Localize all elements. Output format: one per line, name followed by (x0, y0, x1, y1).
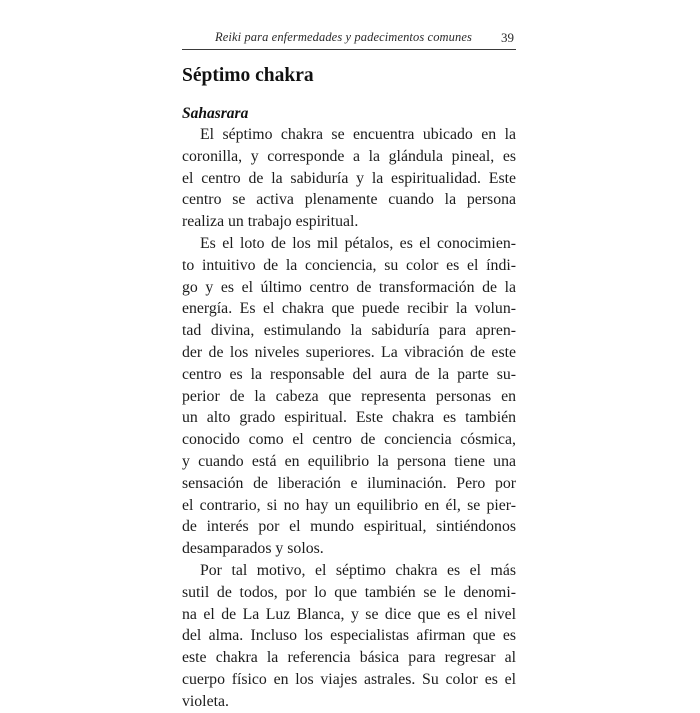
text-line: este chakra la referencia básica para regresar al (182, 649, 516, 667)
text-line: desamparados y solos. (182, 540, 324, 558)
text-line: un alto grado espiritual. Este chakra es también (182, 409, 516, 427)
text-line: perior de la cabeza que representa personas en (182, 387, 516, 405)
text-line: del alma. Incluso los especialistas afirman que es (182, 627, 516, 645)
text-line: tad divina, estimulando la sabiduría para apren- (182, 322, 516, 340)
header-rule (182, 49, 516, 50)
text-line: to intuitivo de la conciencia, su color es el índi- (182, 256, 516, 274)
body-text (182, 124, 516, 713)
text-line: energía. Es el chakra que puede recibir la volun- (182, 300, 516, 318)
text-line: centro se activa plenamente cuando la persona (182, 191, 516, 209)
text-line: de interés por el mundo espiritual, sintiéndonos (182, 518, 516, 536)
text-line: El séptimo chakra se encuentra ubicado en la (200, 126, 516, 143)
running-header (182, 30, 516, 46)
text-line: centro es la responsable del aura de la parte su- (182, 365, 516, 383)
page-number: 39 (501, 30, 514, 45)
text-line: cuerpo físico en los viajes astrales. Su color es el (182, 670, 516, 688)
running-title: Reiki para enfermedades y padecimentos comunes (215, 30, 472, 44)
text-line: Es el loto de los mil pétalos, es el conocimien- (200, 234, 516, 252)
text-line: violeta. (182, 692, 229, 710)
text-line: el contrario, si no hay un equilibrio en él, se pier- (182, 496, 516, 514)
text-line: conocido como el centro de conciencia cósmica, (182, 431, 516, 449)
text-line: go y es el último centro de transformación de la (182, 278, 516, 296)
text-line: sutil de todos, por lo que también se le denomi- (182, 583, 516, 601)
section-subtitle: Sahasrara (182, 105, 249, 122)
chapter-title: Séptimo chakra (182, 65, 314, 86)
text-line: der de los niveles superiores. La vibración de este (182, 343, 516, 361)
text-line: y cuando está en equilibrio la persona tiene una (182, 452, 516, 470)
text-line: Por tal motivo, el séptimo chakra es el más (200, 561, 516, 579)
text-line: sensación de liberación e iluminación. Pero por (182, 474, 516, 492)
text-line: na el de La Luz Blanca, y se dice que es el nivel (182, 605, 516, 623)
text-line: coronilla, y corresponde a la glándula pineal, es (182, 147, 516, 165)
text-line: realiza un trabajo espiritual. (182, 213, 359, 231)
text-line: el centro de la sabiduría y la espiritualidad. Este (182, 169, 516, 187)
